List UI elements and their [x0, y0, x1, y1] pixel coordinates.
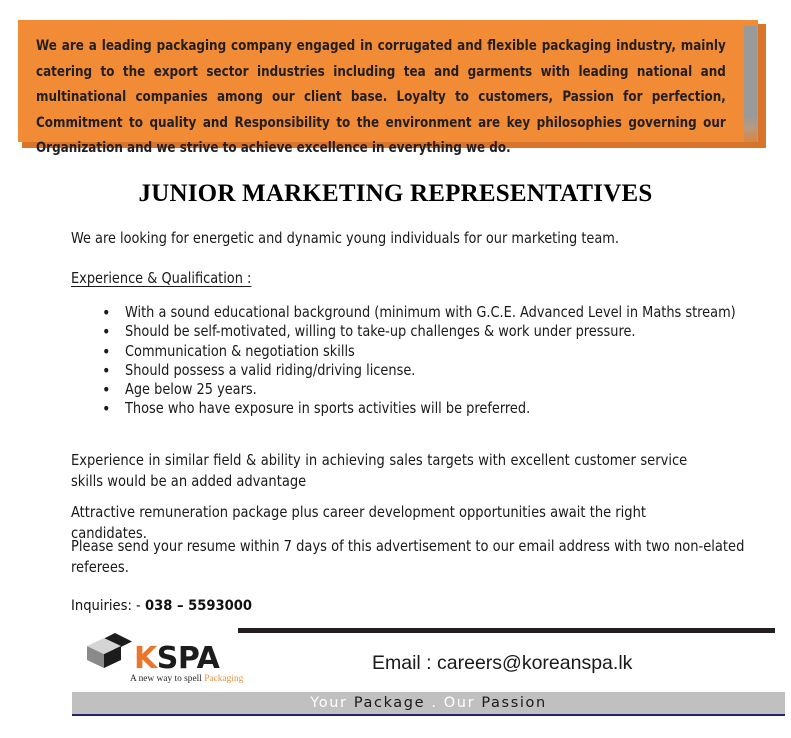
- experience-paragraph-text: Experience in similar field & ability in achieving sales targets with excellent customer service skills would be an added advantage: [71, 451, 688, 490]
- remuneration-paragraph-text: Attractive remuneration package plus career development opportunities await the right candidates.: [71, 503, 647, 542]
- contact-email: [372, 652, 632, 675]
- bullet-icon: •: [102, 380, 111, 400]
- inquiries-phone-number: 038 – 5593000: [144, 597, 253, 614]
- list-item: [71, 303, 771, 322]
- list-item-label: Those who have exposure in sports activities will be preferred.: [125, 399, 531, 418]
- email-label: Email :: [372, 652, 438, 674]
- page-title: JUNIOR MARKETING REPRESENTATIVES: [138, 180, 653, 207]
- list-item: [71, 399, 771, 418]
- list-item-label: Should possess a valid riding/driving license.: [125, 360, 416, 379]
- bullet-icon: •: [102, 399, 111, 419]
- kspa-logo: [86, 630, 261, 686]
- tagline-word-passion: Passion: [481, 695, 547, 711]
- list-item: [71, 342, 771, 361]
- lead-paragraph: We are looking for energetic and dynamic young individuals for our marketing team.: [71, 229, 620, 247]
- tagline-word-our: Our: [443, 695, 476, 711]
- kspa-wordmark-k: K: [134, 641, 157, 676]
- experience-paragraph: [71, 450, 687, 492]
- footer-divider-rule: [238, 628, 775, 633]
- kspa-logo-tagline: [130, 674, 243, 684]
- brand-tagline-bar: [72, 692, 785, 714]
- list-item-label: With a sound educational background (minimum with G.C.E. Advanced Level in Maths stream): [125, 303, 736, 321]
- inquiries-label: Inquiries: -: [71, 597, 145, 614]
- job-body: [71, 228, 771, 576]
- requirements-heading: Experience & Qualification :: [71, 269, 252, 287]
- list-item-label: Should be self-motivated, willing to take-up challenges & work under pressure.: [125, 322, 636, 341]
- company-intro-banner: [18, 20, 766, 156]
- application-paragraph: [71, 536, 771, 578]
- bullet-icon: •: [102, 341, 111, 361]
- kspa-wordmark-spa: SPA: [156, 641, 220, 676]
- list-item-label: Age below 25 years.: [125, 380, 257, 399]
- tagline-separator: .: [425, 695, 444, 711]
- brand-tagline-text: [72, 692, 785, 714]
- requirements-list: [71, 303, 771, 419]
- list-item: [71, 322, 771, 341]
- application-paragraph-text: Please send your resume within 7 days of this advertisement to our email address with two non-elated referees.: [71, 537, 745, 576]
- email-address[interactable]: careers@koreanspa.lk: [437, 652, 633, 674]
- tagline-word-your: Your: [310, 695, 348, 711]
- banner-scrollbar[interactable]: [744, 26, 757, 142]
- list-item-label: Communication & negotiation skills: [125, 341, 355, 360]
- bullet-icon: •: [102, 360, 111, 380]
- bullet-icon: •: [102, 303, 111, 322]
- footer-bottom-rule: [72, 714, 785, 716]
- list-item: [71, 380, 771, 399]
- kspa-logo-tagline-plain: A new way to spell: [130, 674, 205, 684]
- bullet-icon: •: [102, 322, 111, 342]
- kspa-logo-tagline-accent: Packaging: [204, 674, 244, 684]
- kspa-wordmark: [134, 641, 220, 676]
- tagline-word-package: Package: [353, 695, 426, 711]
- inquiries-line: [71, 597, 252, 614]
- company-intro-text: We are a leading packaging company engaged in corrugated and flexible packaging industry, mainly catering to the export sector industries including tea and garments with leading national and multinational companies among our client base. Loyalty to customers, Passion for perfection, Commitment to quality and Responsibility to the environment are key philosophies governing our Organization and we strive to achieve excellence in everything we do.: [36, 38, 726, 156]
- banner-body: [18, 20, 758, 156]
- list-item: [71, 361, 771, 380]
